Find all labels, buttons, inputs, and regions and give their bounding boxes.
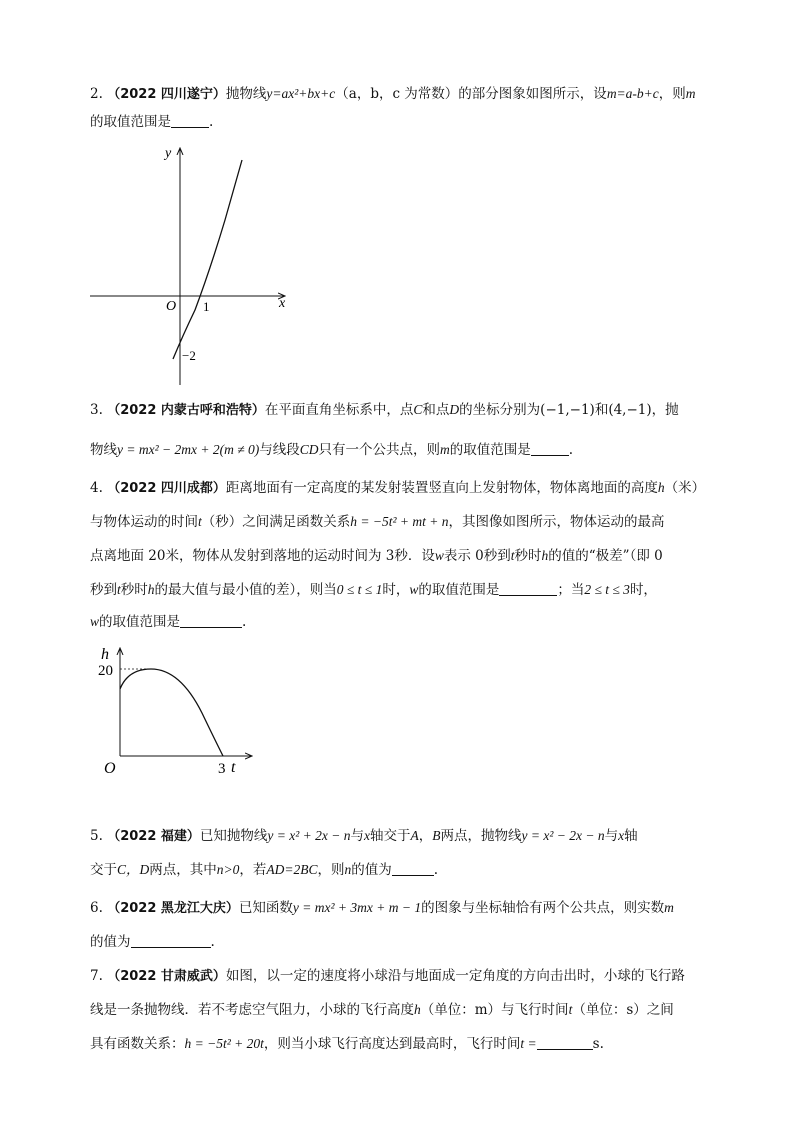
q3-line2-c: 只有一个公共点，则 bbox=[318, 442, 441, 458]
q7-h-var: h bbox=[414, 1002, 421, 1017]
q7-line2 bbox=[90, 1000, 710, 1020]
q7-formula: h = −5t² + 20t bbox=[184, 1036, 264, 1051]
q6-text-a: 已知函数 bbox=[238, 900, 293, 916]
q3-coord2: (4,−1) bbox=[608, 402, 652, 418]
q5-text-a: 已知抛物线 bbox=[199, 828, 268, 844]
q4-line1-text: 距离地面有一定高度的某发射装置竖直向上发射物体，物体离地面的高度 bbox=[225, 480, 658, 496]
q4-line1 bbox=[90, 478, 710, 499]
q2-y-label: y bbox=[165, 146, 172, 161]
q4-source: （2022 四川成都） bbox=[107, 481, 226, 496]
q5-text-c: 轴交于 bbox=[370, 828, 411, 844]
q5-point-b: B bbox=[432, 828, 441, 843]
q3-segment-cd: CD bbox=[299, 442, 319, 457]
q2-x-label: x bbox=[279, 296, 286, 311]
q4-line4-c: 的最大值与最小值的差），则当 bbox=[154, 582, 337, 598]
q6-text-b: 的图象与坐标轴恰有两个公共点，则实数 bbox=[421, 900, 665, 916]
q4-range1: 0 ≤ t ≤ 1 bbox=[336, 582, 383, 597]
q7-number: 7. bbox=[90, 968, 103, 984]
q4-t-var-3: t bbox=[117, 582, 121, 597]
q5-x-var-2: x bbox=[618, 828, 625, 843]
q7-line2-a: 线是一条抛物线．若不考虑空气阻力，小球的飞行高度 bbox=[90, 1002, 414, 1018]
q4-t-var: t bbox=[198, 514, 202, 529]
q2-y-tick-label: −2 bbox=[182, 348, 196, 363]
q3-source: （2022 内蒙古呼和浩特） bbox=[107, 403, 265, 418]
q3-text-d: 和 bbox=[594, 402, 609, 418]
q6-formula: y = mx² + 3mx + m − 1 bbox=[292, 900, 422, 915]
q4-number: 4. bbox=[90, 480, 103, 496]
q4-line5-a: 的取值范围是 bbox=[99, 614, 181, 630]
q5-formula2: y = x² − 2x − n bbox=[521, 828, 605, 843]
q4-h-var-2: h bbox=[541, 548, 549, 563]
q3-line2-b: 与线段 bbox=[259, 442, 300, 458]
q2-number: 2. bbox=[90, 86, 103, 102]
q4-w-var-3: w bbox=[90, 614, 100, 629]
q6-number: 6. bbox=[90, 900, 103, 916]
q4-line4-d: 时， bbox=[382, 582, 410, 598]
q2-source: （2022 四川遂宁） bbox=[107, 87, 226, 102]
q3-text-a: 在平面直角坐标系中，点 bbox=[264, 402, 414, 418]
q5-text-f: 与 bbox=[604, 828, 619, 844]
q2-x-tick-label: 1 bbox=[203, 299, 210, 314]
q3-formula: y = mx² − 2mx + 2(m ≠ 0) bbox=[117, 442, 260, 457]
q4-h-label: h bbox=[101, 646, 109, 663]
q3-line2-d: 的取值范围是 bbox=[449, 442, 531, 458]
q7-answer-blank[interactable] bbox=[537, 1035, 593, 1050]
q2-m-var: m bbox=[685, 86, 696, 101]
q2-text-b: （a，b，c 为常数）的部分图象如图所示，设 bbox=[335, 86, 607, 102]
q2-graph bbox=[85, 140, 295, 390]
q5-text-e: 两点，抛物线 bbox=[440, 828, 522, 844]
q4-line4-e: 的取值范围是 bbox=[418, 582, 500, 598]
q7-line3-a: 具有函数关系： bbox=[90, 1036, 185, 1052]
q4-line2-b: （秒）之间满足函数关系 bbox=[201, 514, 351, 530]
q5-condition-2: AD=2BC bbox=[266, 862, 318, 877]
q7-line2-c: （单位：s）之间 bbox=[572, 1002, 674, 1018]
q3-coord1: (−1,−1) bbox=[540, 402, 595, 418]
q4-h-var: h bbox=[657, 480, 665, 495]
q2-formula: y=ax²+bx+c bbox=[266, 86, 336, 101]
q4-formula: h = −5t² + mt + n bbox=[350, 514, 449, 529]
q3-text-c: 的坐标分别为 bbox=[459, 402, 541, 418]
q3-m-var: m bbox=[440, 442, 450, 457]
q3-point-c: C bbox=[413, 402, 423, 417]
q4-line2-c: ，其图像如图所示，物体运动的最高 bbox=[448, 514, 665, 530]
q5-line2-e: ，则 bbox=[317, 862, 345, 878]
q2-parabola-curve bbox=[173, 160, 242, 359]
q7-line2-b: （单位：m）与飞行时间 bbox=[420, 1002, 569, 1018]
q3-line1 bbox=[90, 400, 710, 421]
q5-x-var: x bbox=[364, 828, 371, 843]
q6-answer-blank[interactable] bbox=[131, 933, 211, 948]
q4-line4-b: 秒时 bbox=[120, 582, 148, 598]
q4-x-tick-label: 3 bbox=[218, 761, 226, 777]
q5-line2-c: 两点，其中 bbox=[149, 862, 217, 878]
q5-text-g: 轴 bbox=[624, 828, 638, 844]
q4-end: . bbox=[242, 614, 247, 630]
q5-end: . bbox=[433, 862, 439, 878]
q6-line2 bbox=[90, 932, 710, 952]
q3-point-d: D bbox=[449, 402, 460, 417]
q7-line3-b: ，则当小球飞行高度达到最高时，飞行时间 bbox=[263, 1036, 521, 1052]
q7-t-var: t bbox=[568, 1002, 573, 1017]
q5-line2-a: 交于 bbox=[90, 862, 117, 878]
q4-parabola-curve bbox=[120, 669, 223, 756]
q4-t-var-2: t bbox=[510, 548, 515, 563]
q5-line2-d: ，若 bbox=[239, 862, 267, 878]
q7-line3 bbox=[90, 1034, 710, 1054]
q4-line3-text: 点离地面 20米，物体从发射到落地的运动时间为 3秒．设 bbox=[90, 548, 435, 564]
q4-w-var: w bbox=[434, 548, 444, 563]
q4-line1-b: （米） bbox=[664, 480, 706, 496]
q5-line1 bbox=[90, 826, 710, 847]
q4-line4-f: ；当 bbox=[557, 582, 585, 598]
q4-line4 bbox=[90, 580, 710, 600]
q4-range2: 2 ≤ t ≤ 3 bbox=[584, 582, 630, 597]
q3-text-e: ，抛 bbox=[651, 402, 679, 418]
q2-text: 抛物线 bbox=[225, 86, 267, 102]
q5-n-var: n bbox=[344, 862, 352, 877]
q5-points-cd: C，D bbox=[117, 862, 150, 877]
q4-line5 bbox=[90, 612, 710, 632]
q4-graph bbox=[92, 640, 262, 780]
q4-line4-g: 时， bbox=[629, 582, 657, 598]
q5-condition: n>0 bbox=[216, 862, 240, 877]
q6-end: . bbox=[210, 934, 215, 950]
q4-t-label: t bbox=[231, 759, 236, 776]
q5-line2 bbox=[90, 860, 710, 880]
q4-line4-a: 秒到 bbox=[90, 582, 117, 598]
q5-answer-blank[interactable] bbox=[392, 861, 434, 876]
q4-line2-a: 与物体运动的时间 bbox=[90, 514, 198, 530]
q4-line2 bbox=[90, 512, 710, 532]
q6-line1 bbox=[90, 898, 710, 919]
q6-m-var: m bbox=[664, 900, 674, 915]
q7-line1 bbox=[90, 966, 710, 987]
q2-text-c: ，则 bbox=[658, 86, 686, 102]
q3-end: . bbox=[568, 442, 574, 458]
q3-line2-a: 物线 bbox=[90, 442, 117, 458]
q2-line1 bbox=[90, 84, 710, 105]
q2-m-expr: m=a-b+c bbox=[606, 86, 659, 101]
q7-t-equals: t = bbox=[520, 1036, 537, 1051]
q4-line3 bbox=[90, 546, 710, 566]
q4-y-tick-label: 20 bbox=[98, 663, 113, 679]
q2-origin-label: O bbox=[166, 299, 177, 314]
q2-end: . bbox=[209, 114, 214, 130]
q4-line3-b: 表示 0秒到 bbox=[443, 548, 511, 564]
q4-origin-label: O bbox=[104, 760, 116, 777]
q6-line2-text: 的值为 bbox=[90, 934, 131, 950]
q6-source: （2022 黑龙江大庆） bbox=[107, 901, 239, 916]
q3-line2 bbox=[90, 440, 710, 460]
q5-text-b: 与 bbox=[350, 828, 365, 844]
q2-answer-blank[interactable] bbox=[171, 113, 209, 128]
q3-answer-blank[interactable] bbox=[531, 441, 569, 456]
q5-source: （2022 福建） bbox=[107, 829, 200, 844]
q5-number: 5. bbox=[90, 828, 103, 844]
q2-line2 bbox=[90, 112, 710, 132]
q5-text-d: ， bbox=[418, 828, 433, 844]
q5-line2-f: 的值为 bbox=[351, 862, 392, 878]
q4-answer-blank-2[interactable] bbox=[180, 613, 242, 628]
q4-h-var-3: h bbox=[147, 582, 155, 597]
q7-line1-text: 如图，以一定的速度将小球沿与地面成一定角度的方向击出时，小球的飞行路 bbox=[225, 968, 685, 984]
q5-point-a: A bbox=[410, 828, 419, 843]
q7-source: （2022 甘肃威武） bbox=[107, 969, 226, 984]
q4-line3-c: 秒时 bbox=[514, 548, 542, 564]
q4-w-var-2: w bbox=[409, 582, 419, 597]
q4-answer-blank-1[interactable] bbox=[499, 581, 557, 596]
q4-line3-d: 的值的“极差”（即 0 bbox=[548, 548, 663, 564]
q3-number: 3. bbox=[90, 402, 103, 418]
q5-formula1: y = x² + 2x − n bbox=[267, 828, 351, 843]
q7-unit: s. bbox=[592, 1036, 604, 1052]
q2-line2-text: 的取值范围是 bbox=[90, 114, 171, 130]
q3-text-b: 和点 bbox=[422, 402, 450, 418]
